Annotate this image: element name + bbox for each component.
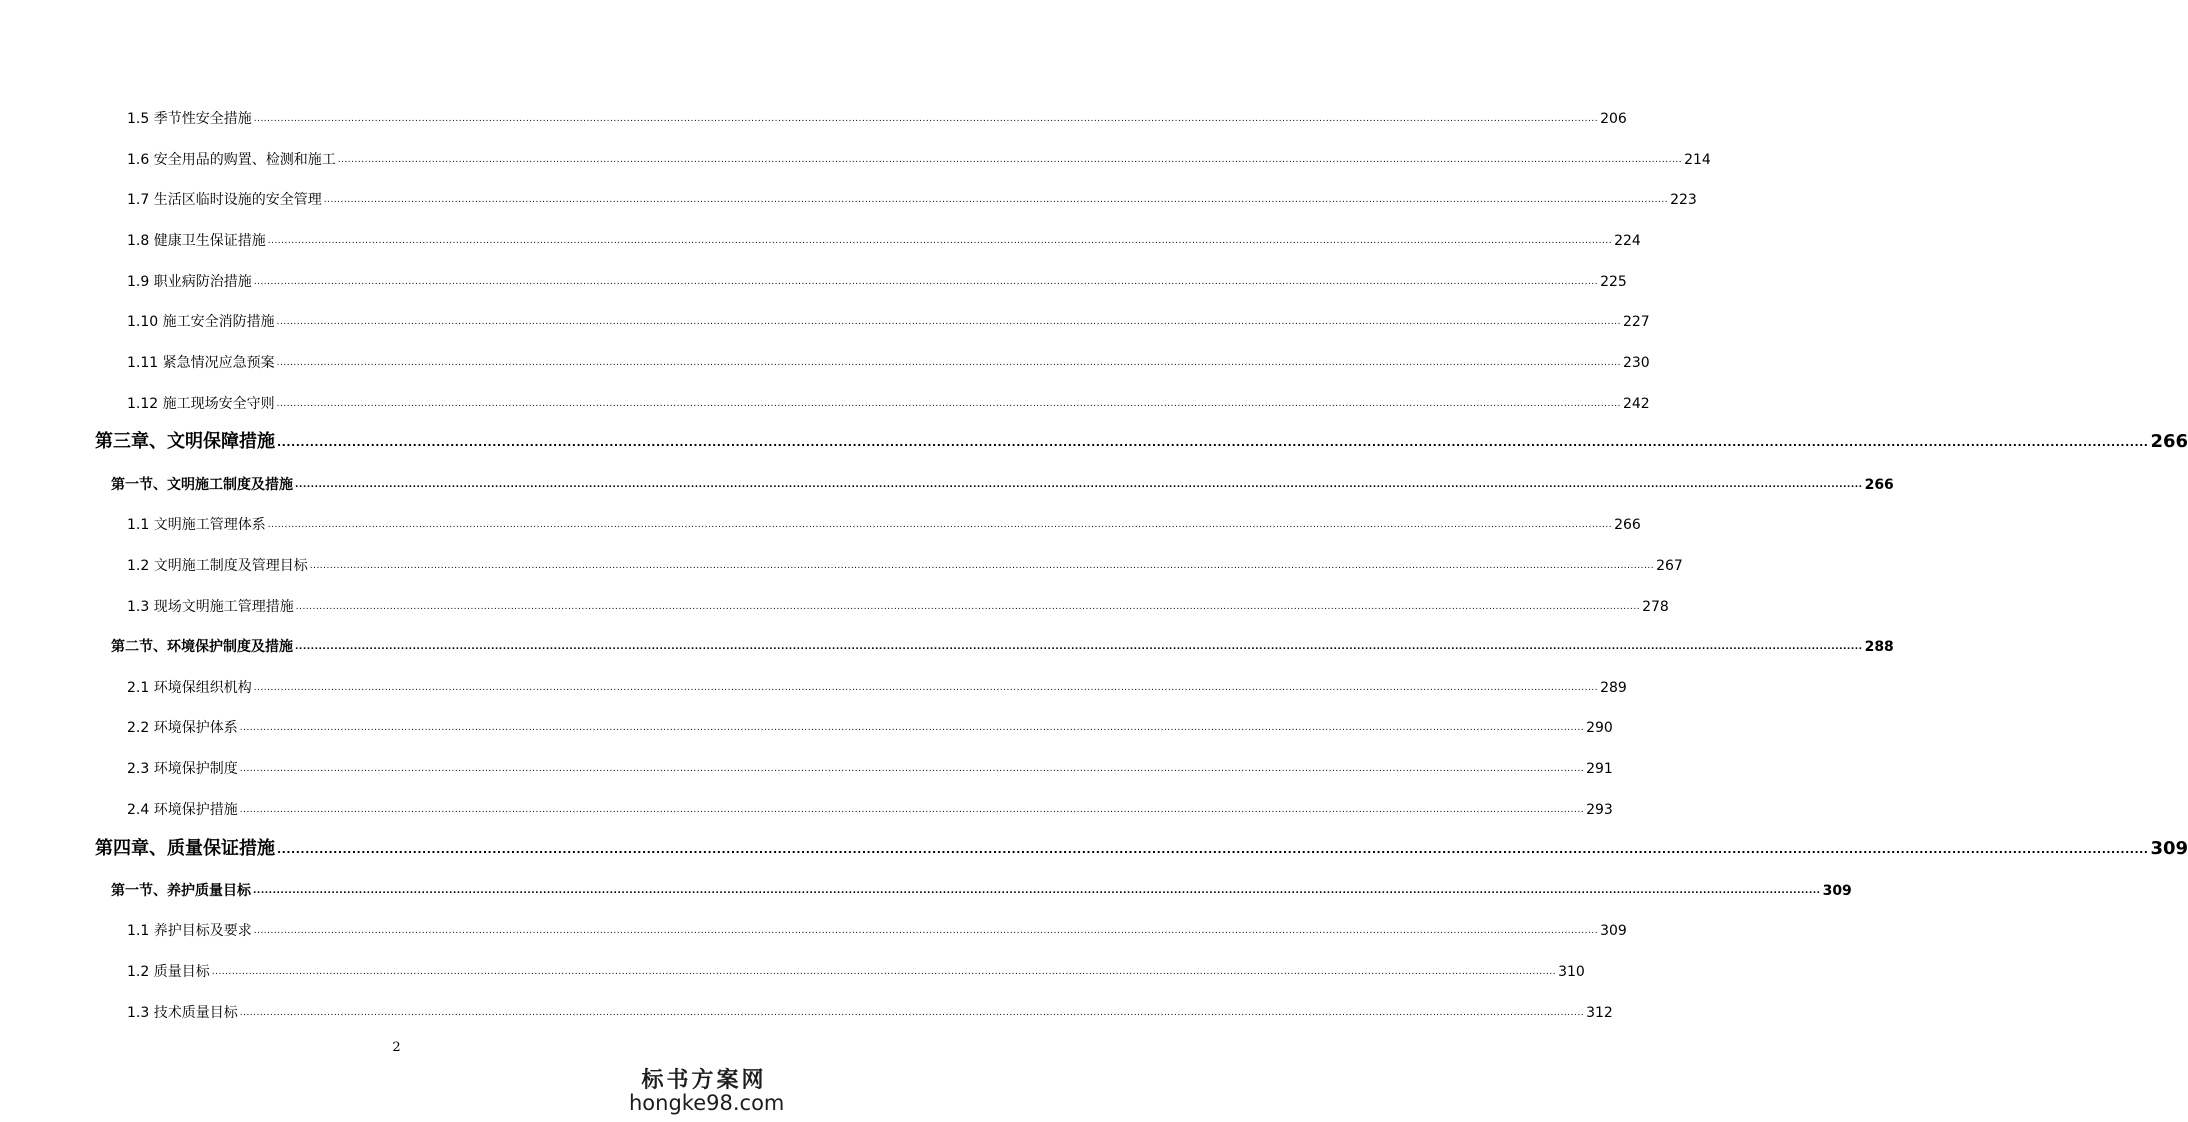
- toc-dot-leader: ................................................................................................................................................................................................................................................................................................................................................................................................................: [253, 114, 1599, 124]
- toc-entry-section[interactable]: [0, 628, 1894, 655]
- toc-entry-page: 278: [1642, 599, 1669, 615]
- toc-dot-leader: ................................................................................................................................................................................................................................................................................................................................................................................................................: [276, 317, 1621, 327]
- toc-dot-leader: ................................................................................................................................................................................................................................................................................................................................................................................................................: [239, 723, 1585, 733]
- toc-entry-title: 2.3 环境保护制度: [127, 761, 238, 777]
- toc-dot-leader: ................................................................................................................................................................................................................................................................................................................................................................................................................: [276, 399, 1621, 409]
- toc-entry-item[interactable]: [0, 994, 1613, 1021]
- toc-entry-page: 266: [1864, 477, 1894, 493]
- toc-entry-page: 293: [1586, 802, 1613, 818]
- toc-entry-title: 1.3 现场文明施工管理措施: [127, 599, 294, 615]
- toc-entry-item[interactable]: [0, 181, 1697, 208]
- toc-dot-leader: ................................................................................................................................................................................................................................................................................................................................................................................................................: [277, 843, 2149, 856]
- toc-entry-title: 1.12 施工现场安全守则: [127, 396, 275, 412]
- toc-dot-leader: ................................................................................................................................................................................................................................................................................................................................................................................................................: [277, 436, 2149, 449]
- toc-entry-page: 312: [1586, 1005, 1613, 1021]
- toc-entry-page: 309: [2150, 838, 2188, 859]
- toc-entry-item[interactable]: [0, 547, 1683, 574]
- toc-dot-leader: ................................................................................................................................................................................................................................................................................................................................................................................................................: [239, 805, 1585, 815]
- toc-entry-item[interactable]: [0, 222, 1641, 249]
- toc-dot-leader: ................................................................................................................................................................................................................................................................................................................................................................................................................: [239, 764, 1585, 774]
- toc-dot-leader: ................................................................................................................................................................................................................................................................................................................................................................................................................: [323, 195, 1669, 205]
- toc-dot-leader: ................................................................................................................................................................................................................................................................................................................................................................................................................: [276, 358, 1621, 368]
- toc-entry-page: 230: [1622, 355, 1650, 371]
- toc-entry-chapter[interactable]: [0, 425, 2188, 452]
- toc-entry-title: 1.2 质量目标: [127, 964, 210, 980]
- toc-entry-page: 266: [1614, 517, 1641, 533]
- toc-dot-leader: ................................................................................................................................................................................................................................................................................................................................................................................................................: [267, 520, 1613, 530]
- toc-entry-title: 1.7 生活区临时设施的安全管理: [127, 192, 322, 208]
- toc-dot-leader: ................................................................................................................................................................................................................................................................................................................................................................................................................: [253, 277, 1599, 287]
- toc-entry-title: 1.10 施工安全消防措施: [127, 314, 275, 330]
- toc-entry-page: 267: [1656, 558, 1683, 574]
- toc-entry-title: 1.9 职业病防治措施: [127, 274, 252, 290]
- watermark-url: hongke98.com: [629, 1090, 785, 1115]
- toc-entry-chapter[interactable]: [0, 832, 2188, 859]
- toc-entry-title: 第二节、环境保护制度及措施: [111, 639, 293, 655]
- toc-entry-page: 225: [1600, 274, 1627, 290]
- toc-entry-item[interactable]: [0, 709, 1613, 736]
- toc-entry-item[interactable]: [0, 344, 1650, 371]
- toc-entry-page: 224: [1614, 233, 1641, 249]
- toc-entry-item[interactable]: [0, 750, 1613, 777]
- toc-entry-item[interactable]: [0, 669, 1627, 696]
- toc-dot-leader: ................................................................................................................................................................................................................................................................................................................................................................................................................: [253, 886, 1821, 896]
- toc-entry-item[interactable]: [0, 588, 1669, 615]
- toc-entry-title: 1.11 紧急情况应急预案: [127, 355, 275, 371]
- toc-entry-item[interactable]: [0, 141, 1711, 168]
- toc-entry-page: 223: [1670, 192, 1697, 208]
- watermark-name: 标书方案网: [641, 1066, 767, 1093]
- toc-entry-page: 289: [1600, 680, 1627, 696]
- toc-entry-title: 1.2 文明施工制度及管理目标: [127, 558, 308, 574]
- toc-entry-item[interactable]: [0, 953, 1585, 980]
- toc-entry-section[interactable]: [0, 466, 1894, 493]
- toc-entry-title: 2.2 环境保护体系: [127, 720, 238, 736]
- toc-entry-page: 266: [2150, 431, 2188, 452]
- toc-entry-title: 第四章、质量保证措施: [95, 838, 275, 859]
- toc-dot-leader: ................................................................................................................................................................................................................................................................................................................................................................................................................: [253, 926, 1599, 936]
- toc-entry-title: 第一节、文明施工制度及措施: [111, 477, 293, 493]
- toc-dot-leader: ................................................................................................................................................................................................................................................................................................................................................................................................................: [295, 602, 1641, 612]
- toc-entry-page: 206: [1600, 111, 1627, 127]
- toc-entry-page: 290: [1586, 720, 1613, 736]
- toc-entry-item[interactable]: [0, 303, 1650, 330]
- toc-dot-leader: ................................................................................................................................................................................................................................................................................................................................................................................................................: [295, 480, 1863, 490]
- toc-entry-title: 1.1 养护目标及要求: [127, 923, 252, 939]
- toc-entry-page: 309: [1600, 923, 1627, 939]
- toc-entry-title: 1.6 安全用品的购置、检测和施工: [127, 152, 336, 168]
- toc-dot-leader: ................................................................................................................................................................................................................................................................................................................................................................................................................: [337, 155, 1683, 165]
- toc-entry-item[interactable]: [0, 912, 1627, 939]
- toc-entry-page: 288: [1864, 639, 1894, 655]
- site-watermark: [629, 1066, 785, 1115]
- toc-entry-title: 1.1 文明施工管理体系: [127, 517, 266, 533]
- toc-dot-leader: ................................................................................................................................................................................................................................................................................................................................................................................................................: [239, 1008, 1585, 1018]
- toc-entry-item[interactable]: [0, 506, 1641, 533]
- toc-entry-item[interactable]: [0, 385, 1650, 412]
- toc-entry-page: 227: [1622, 314, 1650, 330]
- toc-entry-title: 1.3 技术质量目标: [127, 1005, 238, 1021]
- toc-dot-leader: ................................................................................................................................................................................................................................................................................................................................................................................................................: [295, 642, 1863, 652]
- toc-entry-page: 291: [1586, 761, 1613, 777]
- toc-entry-title: 第一节、养护质量目标: [111, 883, 251, 899]
- toc-entry-page: 214: [1684, 152, 1711, 168]
- toc-dot-leader: ................................................................................................................................................................................................................................................................................................................................................................................................................: [309, 561, 1655, 571]
- toc-entry-title: 2.1 环境保组织机构: [127, 680, 252, 696]
- toc-entry-title: 第三章、文明保障措施: [95, 431, 275, 452]
- toc-entry-title: 2.4 环境保护措施: [127, 802, 238, 818]
- toc-entry-page: 309: [1822, 883, 1852, 899]
- toc-entry-page: 242: [1622, 396, 1650, 412]
- toc-dot-leader: ................................................................................................................................................................................................................................................................................................................................................................................................................: [253, 683, 1599, 693]
- toc-entry-item[interactable]: [0, 791, 1613, 818]
- toc-entry-item[interactable]: [0, 100, 1627, 127]
- toc-entry-section[interactable]: [0, 872, 1852, 899]
- toc-dot-leader: ................................................................................................................................................................................................................................................................................................................................................................................................................: [267, 236, 1613, 246]
- toc-entry-page: 310: [1558, 964, 1585, 980]
- toc-entry-item[interactable]: [0, 263, 1627, 290]
- page-number: 2: [392, 1040, 401, 1055]
- toc-entry-title: 1.8 健康卫生保证措施: [127, 233, 266, 249]
- toc-dot-leader: ................................................................................................................................................................................................................................................................................................................................................................................................................: [211, 967, 1557, 977]
- toc-entry-title: 1.5 季节性安全措施: [127, 111, 252, 127]
